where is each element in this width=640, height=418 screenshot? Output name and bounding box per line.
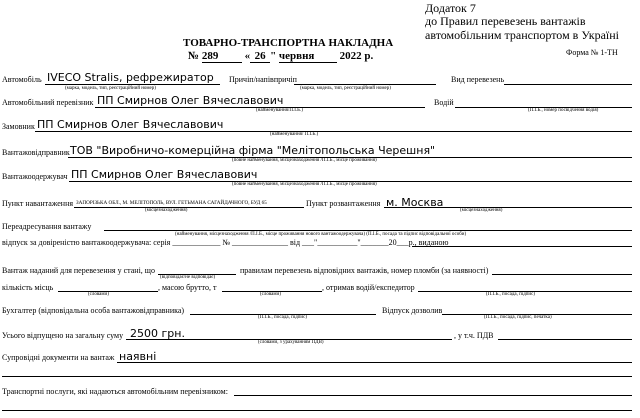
gross-hint: (словами) [260,292,281,297]
vehicle-value[interactable]: IVECO Stralis, рефрежиратор [47,71,214,84]
unloading-line [384,207,632,208]
trailer-line[interactable] [294,84,436,85]
carrier-value[interactable]: ПП Смирнов Олег Вячеславович [97,94,284,107]
unloading-label: Пункт розвантаження [306,199,381,208]
docs-extra-line[interactable] [2,376,632,377]
readdress-label: Переадресування вантажу [2,222,92,231]
quote-open: « [244,50,251,62]
transport-type-label: Вид перевезень [451,75,505,84]
driver-label: Водій [434,98,454,107]
quote-close: " [270,50,277,62]
condition-hint: (відповідає/не відповідає) [160,275,216,280]
loading-label: Пункт навантаження [2,199,74,208]
places-label: кількість місць [2,283,54,292]
total-value[interactable]: 2500 грн. [130,327,185,340]
services-line[interactable] [234,395,632,396]
number-sign: № [188,50,200,62]
vat-label: , у т.ч. ПДВ [454,331,494,340]
carrier-label: Автомобільний перевізник [2,98,94,107]
shipper-value[interactable]: ТОВ "Виробничо-комерційна фірма "Мелітопольська Черешня" [70,144,436,157]
condition-label: Вантаж наданий для перевезення у стані, що [2,266,155,275]
shipper-hint: (повне найменування, місцезнаходження /П.І.Б., місце проживання) [232,158,377,163]
trailer-label: Причіп/напівпричіп [229,75,297,84]
accountant-label: Бухгалтер (відповідальна особа вантажовідправника) [2,306,185,315]
unloading-value[interactable]: м. Москва [386,196,444,209]
page-title: ТОВАРНО-ТРАНСПОРТНА НАКЛАДНА [183,37,394,49]
loading-line [74,207,304,208]
appendix-line2: автомобільним транспортом в Україні [425,28,620,42]
appendix-line1: до Правил перевезень вантажів [425,14,586,28]
received-hint: (П.І.Б., посада, підпис) [486,292,535,297]
carrier-hint: (найменування/П.І.Б.) [256,108,303,113]
consignee-value[interactable]: ПП Смирнов Олег Вячеславович [71,168,258,181]
gross-label: , масою брутто, т [158,283,217,292]
trailer-hint: (марка, модель, тип, реєстраційний номер) [300,86,391,91]
services-label: Транспортні послуги, які надаються автомобільним перевізником: [2,387,228,396]
total-hint: (словами, з урахуванням ПДВ) [258,340,324,345]
shipper-label: Вантажовідправник [2,148,70,157]
waybill-year: 2022 р. [339,50,374,62]
services-extra-line[interactable] [2,410,632,411]
form-number: Форма № 1-ТН [566,48,618,57]
driver-hint: (П.І.Б., номер посвідчення водія) [528,108,599,113]
customer-label: Замовник [2,122,35,131]
vehicle-label: Автомобіль [2,75,42,84]
waybill-month: червня [279,50,337,63]
customer-line [35,131,632,132]
docs-value[interactable]: наявні [119,350,157,363]
unloading-hint: (місцезнаходження) [460,208,503,213]
vehicle-hint: (марка, модель, тип, реєстраційний номер) [65,86,156,91]
waybill-number-row [188,50,373,63]
customer-value[interactable]: ПП Смирнов Олег Вячеславович [37,118,224,131]
seal-line[interactable] [492,274,632,275]
issued-label: Відпуск дозволив [382,306,443,315]
readdress-hint: (найменування, місцезнаходження /П.І.Б., місце проживання нового вантажоодержувача) (П.І.Б., посада та підпис відповідальної особи) [175,232,467,237]
loading-hint: (місцезнаходження) [145,208,188,213]
appendix-number: Додаток 7 [425,1,476,15]
condition-rules: правилам перевезень відповідних вантажів, номер пломби (за наявності) [240,266,489,275]
consignee-label: Вантажоодержувач [2,172,68,181]
vehicle-line [45,84,220,85]
loading-value[interactable]: ЗАПОРІЗЬКА ОБЛ., М. МЕЛІТОПОЛЬ, ВУЛ. ГЕТЬМАНА САГАЙДАЧНОГО, БУД 65 [76,200,267,206]
accountant-hint: (П.І.Б., посада, підпис) [258,315,307,320]
docs-line [117,362,632,363]
places-hint: (словами) [88,292,109,297]
power-of-attorney-line[interactable] [412,246,632,247]
vat-line[interactable] [498,339,632,340]
received-label: , отримав водій/експедитор [322,283,415,292]
transport-type-line[interactable] [504,84,632,85]
waybill-number: 289 [202,50,242,63]
customer-hint: (найменування/ П.І.Б.) [270,132,319,137]
waybill-day: 26 [250,50,270,63]
consignee-hint: (повне найменування, місцезнаходження /П.І.Б., місце проживання) [232,182,377,187]
total-label: Усього відпущено на загальну суму [2,331,124,340]
power-of-attorney-text: відпуск за довіреністю вантажоодержувача: серія ____________ № ______________ від ___"__________"_______20___р., виданою [2,238,449,247]
docs-label: Супровідні документи на вантаж [2,353,115,362]
readdress-line[interactable] [104,230,632,231]
issued-hint: (П.І.Б., посада, підпис, печатка) [484,315,552,320]
